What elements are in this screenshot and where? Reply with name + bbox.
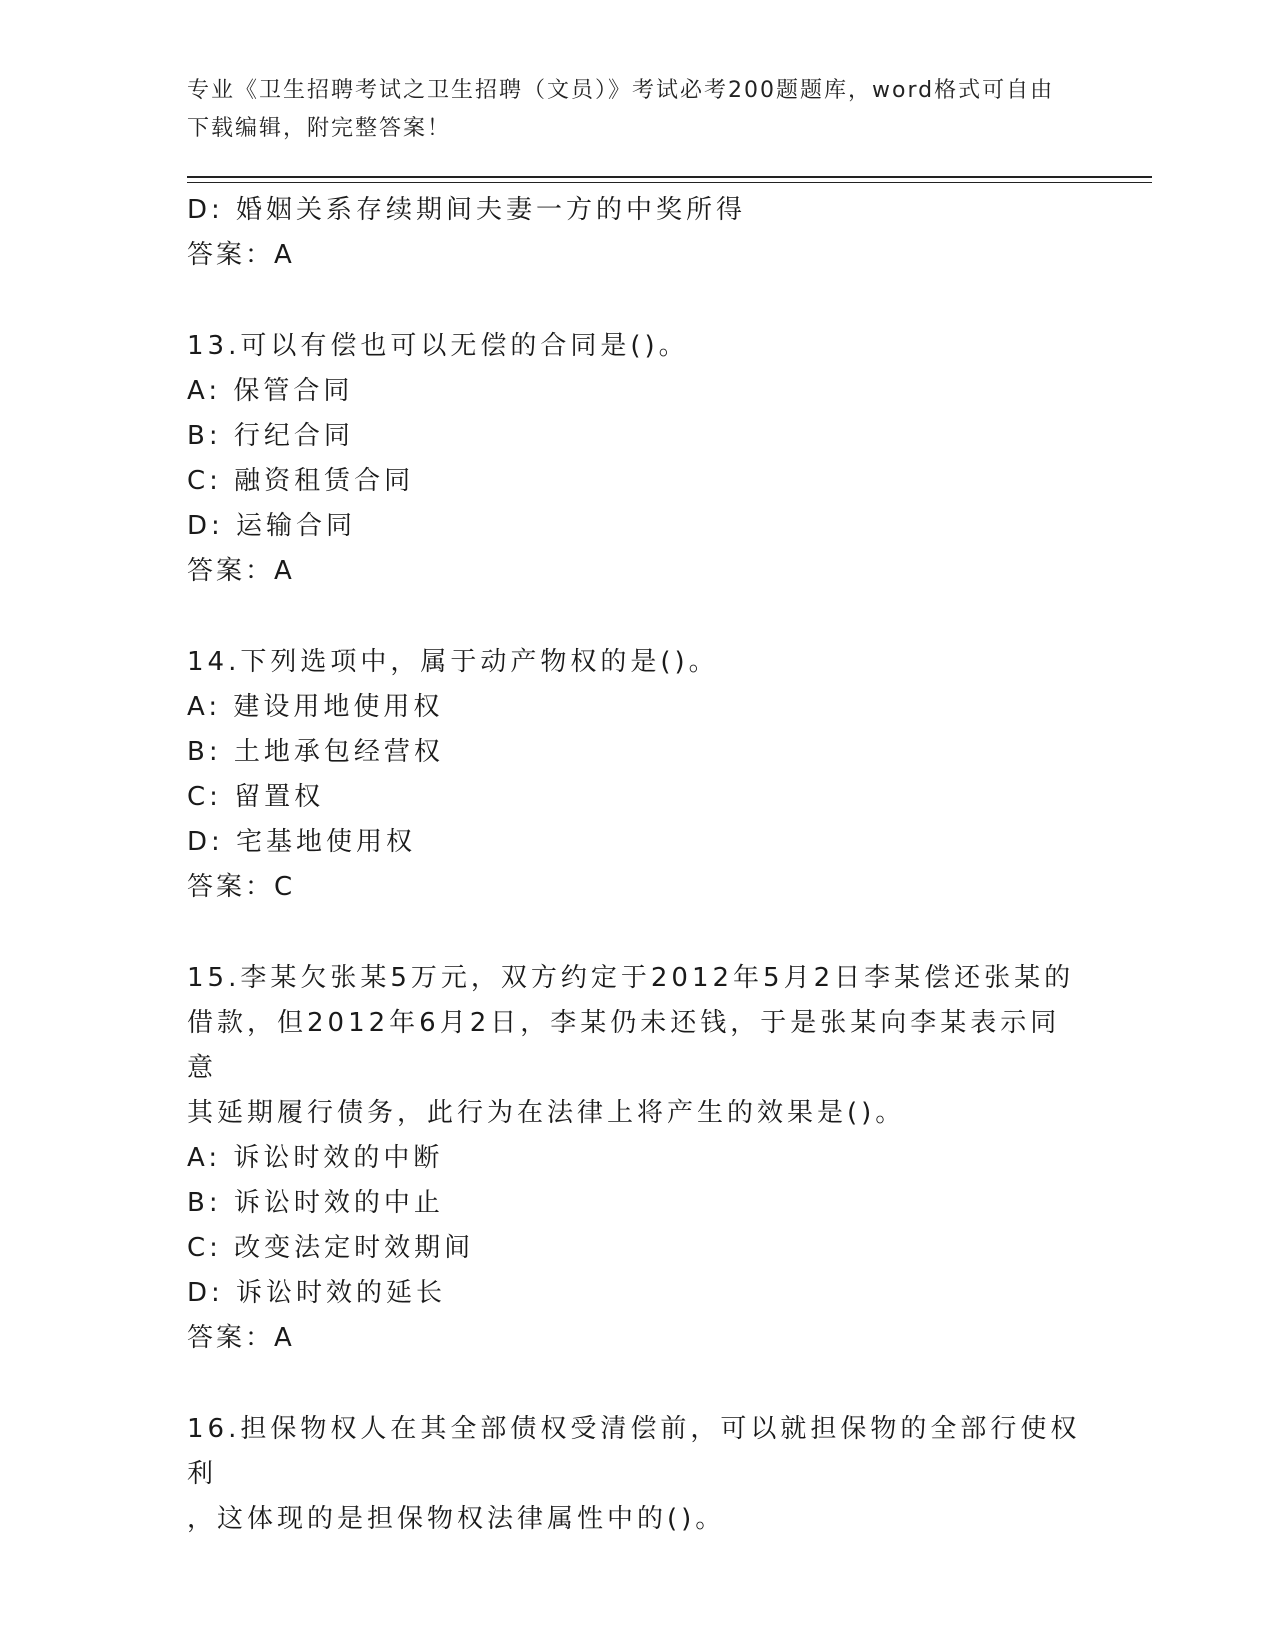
option-a: A: 建设用地使用权 [187,692,444,722]
spacer [187,910,1087,956]
spacer [187,1361,1087,1407]
question-14 [187,640,1087,910]
question-stem: 14.下列选项中，属于动产物权的是()。 [187,647,719,677]
question-stem: 16.担保物权人在其全部债权受清偿前，可以就担保物的全部行使权利 ，这体现的是担保物权法律属性中的()。 [187,1414,1081,1534]
answer: 答案：C [187,872,296,902]
option-d: D: 诉讼时效的延长 [187,1278,447,1308]
question-15 [187,956,1087,1361]
question-stem: 13.可以有偿也可以无偿的合同是()。 [187,331,689,361]
option-d: D: 宅基地使用权 [187,827,417,857]
question-13 [187,324,1087,594]
option-b: B: 行纪合同 [187,421,354,451]
spacer [187,278,1087,324]
option-d: D: 运输合同 [187,511,357,541]
answer: 答案：A [187,556,295,586]
document-header: 专业《卫生招聘考试之卫生招聘（文员）》考试必考200题题库，word格式可自由下载编辑，附完整答案！ [187,78,1055,141]
option-a: A: 诉讼时效的中断 [187,1143,444,1173]
option-c: C: 留置权 [187,782,325,812]
question-16 [187,1407,1087,1542]
option-b: B: 诉讼时效的中止 [187,1188,444,1218]
option-b: B: 土地承包经营权 [187,737,444,767]
header-rule-thin [187,182,1152,183]
answer: 答案：A [187,240,295,270]
header-rule-thick [187,176,1152,178]
option-d: D: 婚姻关系存续期间夫妻一方的中奖所得 [187,195,747,225]
option-a: A: 保管合同 [187,376,354,406]
option-c: C: 融资租赁合同 [187,466,415,496]
option-c: C: 改变法定时效期间 [187,1233,475,1263]
question-stem: 15.李某欠张某5万元，双方约定于2012年5月2日李某偿还张某的 借款，但2012年6月2日，李某仍未还钱，于是张某向李某表示同意 其延期履行债务，此行为在法律上将产生的效果是()。 [187,963,1075,1128]
document-body [187,188,1087,1542]
spacer [187,594,1087,640]
answer: 答案：A [187,1323,295,1353]
